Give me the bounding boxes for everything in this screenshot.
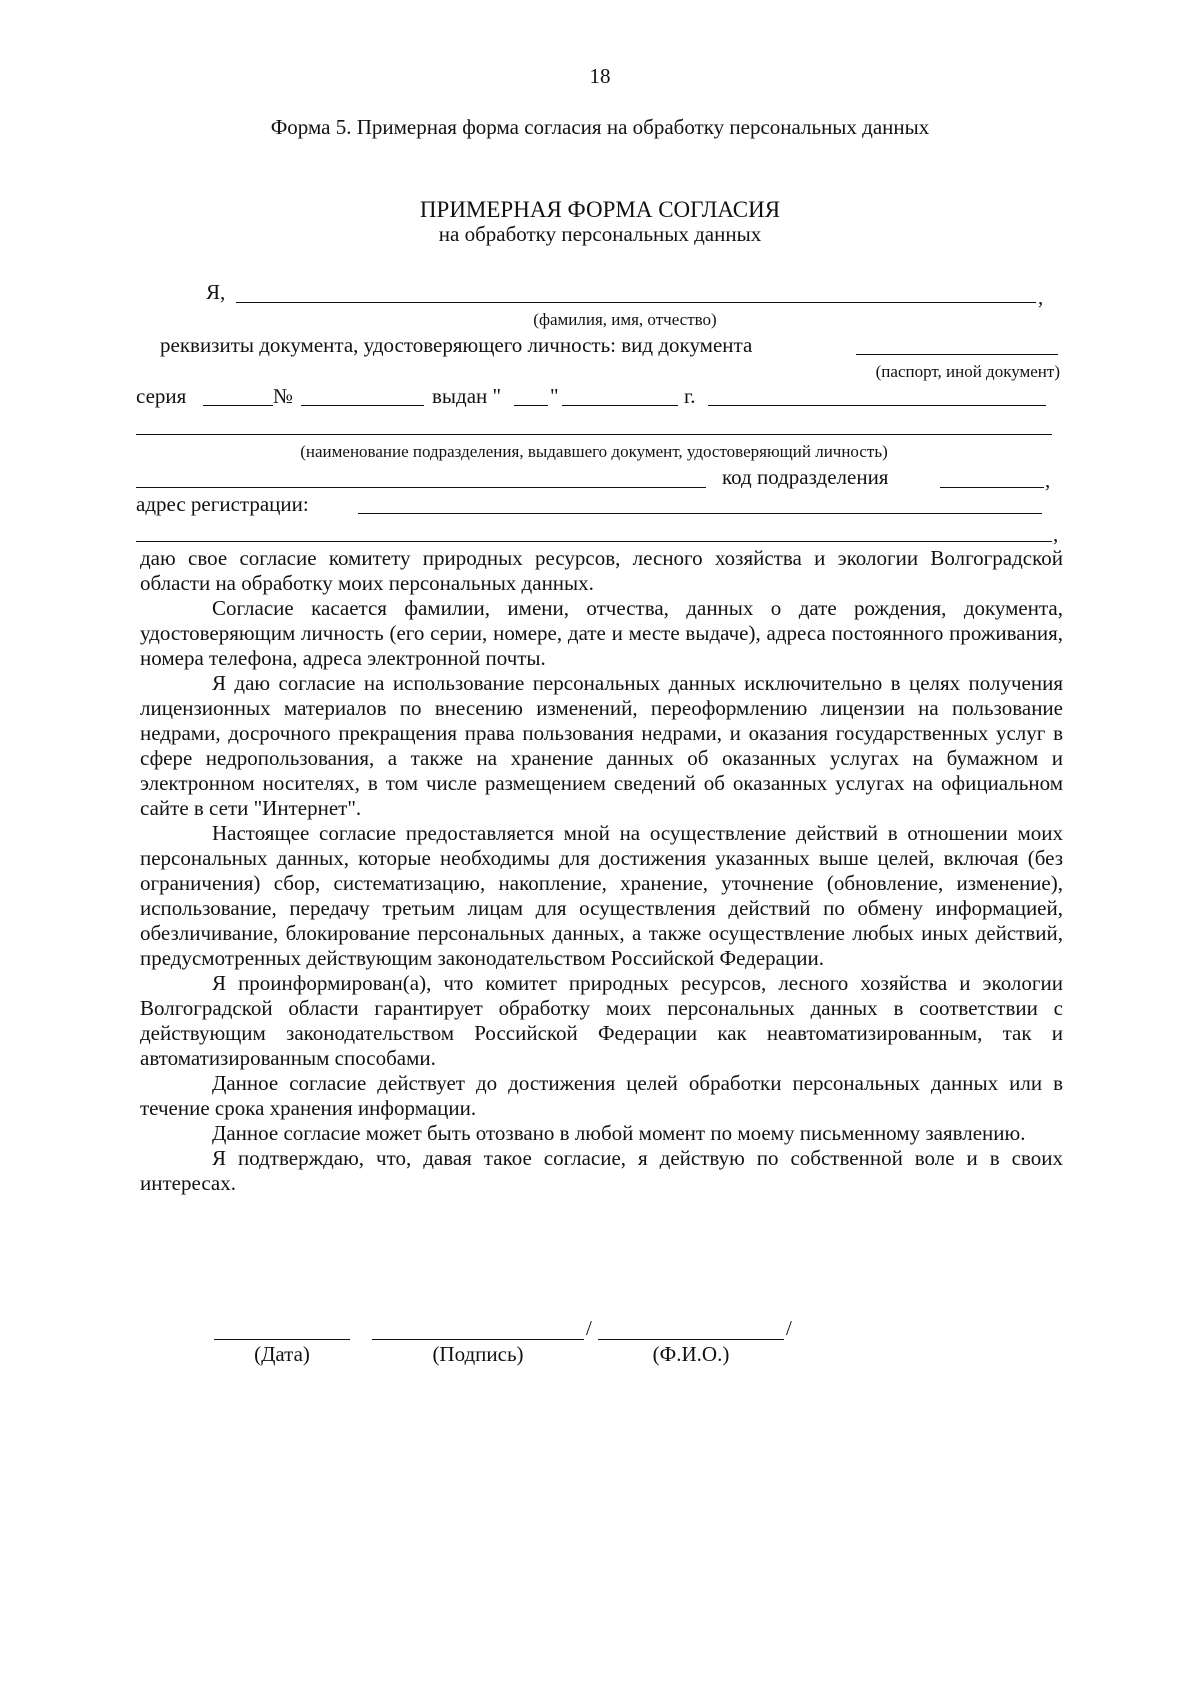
quote-close: "	[550, 384, 559, 408]
signature-slash-left: /	[586, 1316, 592, 1340]
issue-year-field[interactable]	[708, 405, 1046, 406]
issued-label: выдан "	[432, 384, 502, 408]
form-subtitle: на обработку персональных данных	[438, 222, 762, 246]
fio-caption: (фамилия, имя, отчество)	[533, 310, 717, 329]
signature-caption: (Подпись)	[432, 1342, 524, 1366]
issue-month-field[interactable]	[562, 405, 678, 406]
division-code-comma: ,	[1045, 468, 1051, 492]
number-field[interactable]	[301, 405, 424, 406]
fio-signature-caption: (Ф.И.О.)	[652, 1342, 730, 1366]
series-label: серия	[136, 384, 187, 408]
consent-body	[140, 546, 1063, 1196]
year-label: г.	[684, 384, 696, 408]
doc-label: реквизиты документа, удостоверяющего личность: вид документа	[160, 333, 753, 357]
signature-slash-right: /	[786, 1316, 792, 1340]
paragraph-confirmation: Я подтверждаю, что, давая такое согласие, я действую по собственной воле и в своих интересах.	[140, 1146, 1063, 1195]
page-number: 18	[589, 64, 611, 88]
issue-day-field[interactable]	[514, 405, 548, 406]
form-caption: Форма 5. Примерная форма согласия на обработку персональных данных	[270, 115, 930, 139]
address-label: адрес регистрации:	[136, 492, 309, 516]
paragraph-purpose: Я даю согласие на использование персональных данных исключительно в целях получения лицензионных материалов по внесению изменений, переоформлению лицензии на пользование недрами, досрочного прекращения права пользования недрами, и оказания государственных услуг в сфере недропользования, а также на хранение данных об оказанных услугах на бумажном и электронном носителях, в том числе размещением сведений об оказанных услугах на официальном сайте в сети "Интернет".	[140, 671, 1063, 820]
date-caption: (Дата)	[254, 1342, 310, 1366]
issuer-field[interactable]	[136, 434, 1052, 435]
paragraph-actions: Настоящее согласие предоставляется мной на осуществление действий в отношении моих персональных данных, которые необходимы для достижения указанных выше целей, включая (без ограничения) сбор, систематизацию, накопление, хранение, уточнение (обновление, изменение), использование, передачу третьим лицам для осуществления действий по обмену информацией, обезличивание, блокирование персональных данных, а также осуществление любых иных действий, предусмотренных действующим законодательством Российской Федерации.	[140, 821, 1063, 970]
paragraph-consent: даю свое согласие комитету природных ресурсов, лесного хозяйства и экологии Волгоградской области на обработку моих персональных данных.	[140, 546, 1063, 595]
doc-caption: (паспорт, иной документ)	[875, 362, 1060, 381]
division-code-field[interactable]	[940, 487, 1044, 488]
fio-comma: ,	[1038, 285, 1044, 309]
signature-field[interactable]	[372, 1339, 584, 1340]
issuer-caption: (наименование подразделения, выдавшего документ, удостоверяющий личность)	[300, 442, 888, 461]
paragraph-revocation: Данное согласие может быть отозвано в любой момент по моему письменному заявлению.	[212, 1121, 1026, 1145]
number-label: №	[273, 384, 294, 408]
paragraph-informed: Я проинформирован(а), что комитет природных ресурсов, лесного хозяйства и экологии Волгоградской области гарантирует обработку моих персональных данных в соответствии с действующим законодательством Российской Федерации как неавтоматизированным, так и автоматизированным способами.	[140, 971, 1063, 1070]
address-field-continued[interactable]	[136, 541, 1052, 542]
paragraph-duration: Данное согласие действует до достижения целей обработки персональных данных или в течение срока хранения информации.	[140, 1071, 1063, 1120]
paragraph-scope: Согласие касается фамилии, имени, отчества, данных о дате рождения, документа, удостоверяющим личность (его серии, номере, дате и месте выдаче), адреса постоянного проживания, номера телефона, адреса электронной почты.	[140, 596, 1063, 670]
date-field[interactable]	[214, 1339, 350, 1340]
fio-field[interactable]	[236, 302, 1036, 303]
issuer-field-continued[interactable]	[136, 487, 706, 488]
address-comma: ,	[1053, 522, 1059, 546]
division-code-label: код подразделения	[722, 465, 889, 489]
doc-type-field[interactable]	[856, 354, 1058, 355]
fio-signature-field[interactable]	[598, 1339, 784, 1340]
form-title: ПРИМЕРНАЯ ФОРМА СОГЛАСИЯ	[419, 197, 781, 222]
ya-label: Я,	[206, 280, 226, 304]
series-field[interactable]	[203, 405, 273, 406]
address-field[interactable]	[358, 513, 1042, 514]
